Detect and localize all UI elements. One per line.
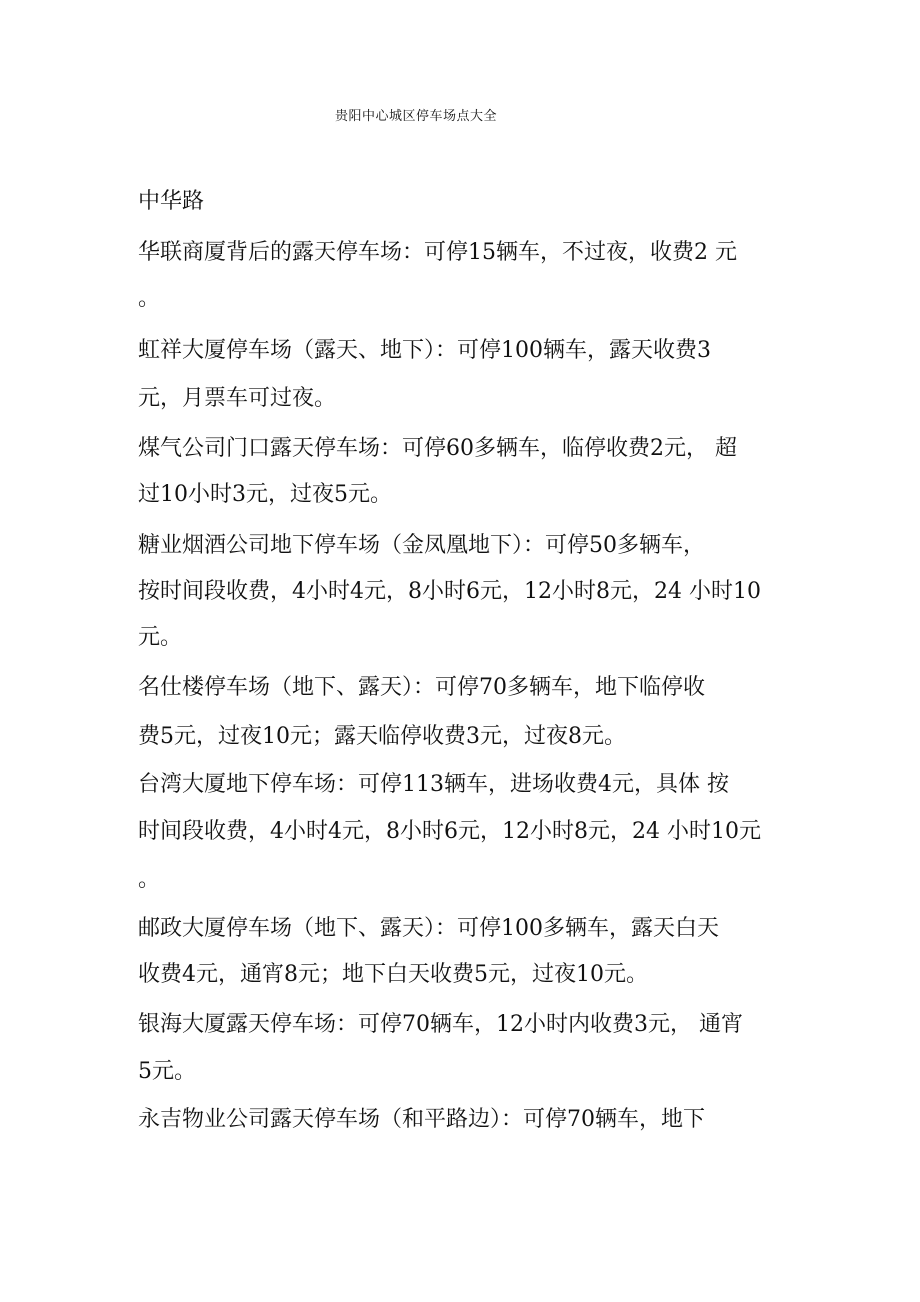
text-line: 邮政大厦停车场（地下、露天）：可停100多辆车，露天白天	[138, 916, 719, 941]
text-line: 名仕楼停车场（地下、露天）：可停70多辆车，地下临停收	[138, 675, 705, 700]
section-heading: 中华路	[138, 189, 205, 214]
text-line: 时间段收费，4小时4元，8小时6元，12小时8元，24 小时10元	[138, 819, 761, 844]
text-line: 费5元，过夜10元；露天临停收费3元，过夜8元。	[138, 724, 626, 749]
text-line: 银海大厦露天停车场：可停70辆车，12小时内收费3元， 通宵	[138, 1012, 743, 1037]
text-line: 按时间段收费，4小时4元，8小时6元，12小时8元，24 小时10	[138, 579, 761, 604]
text-line: 5元。	[138, 1059, 196, 1084]
document-title: 贵阳中心城区停车场点大全	[335, 109, 498, 124]
text-line: 华联商厦背后的露天停车场：可停15辆车，不过夜，收费2 元	[138, 240, 737, 265]
text-line: 元。	[138, 625, 183, 650]
text-line: 过10小时3元，过夜5元。	[138, 482, 392, 507]
text-line: 虹祥大厦停车场（露天、地下）：可停100辆车，露天收费3	[138, 338, 711, 363]
text-line: 台湾大厦地下停车场：可停113辆车，进场收费4元，具体 按	[138, 772, 729, 797]
text-line: 糖业烟酒公司地下停车场（金凤凰地下）：可停50多辆车，	[138, 533, 705, 558]
text-line: 元，月票车可过夜。	[138, 386, 337, 411]
text-line: 收费4元，通宵8元；地下白天收费5元，过夜10元。	[138, 962, 648, 987]
text-line: 煤气公司门口露天停车场：可停60多辆车，临停收费2元， 超	[138, 436, 737, 461]
text-line: 。	[138, 286, 161, 311]
text-line: 。	[138, 867, 161, 892]
text-line: 永吉物业公司露天停车场（和平路边）：可停70辆车，地下	[138, 1107, 705, 1132]
